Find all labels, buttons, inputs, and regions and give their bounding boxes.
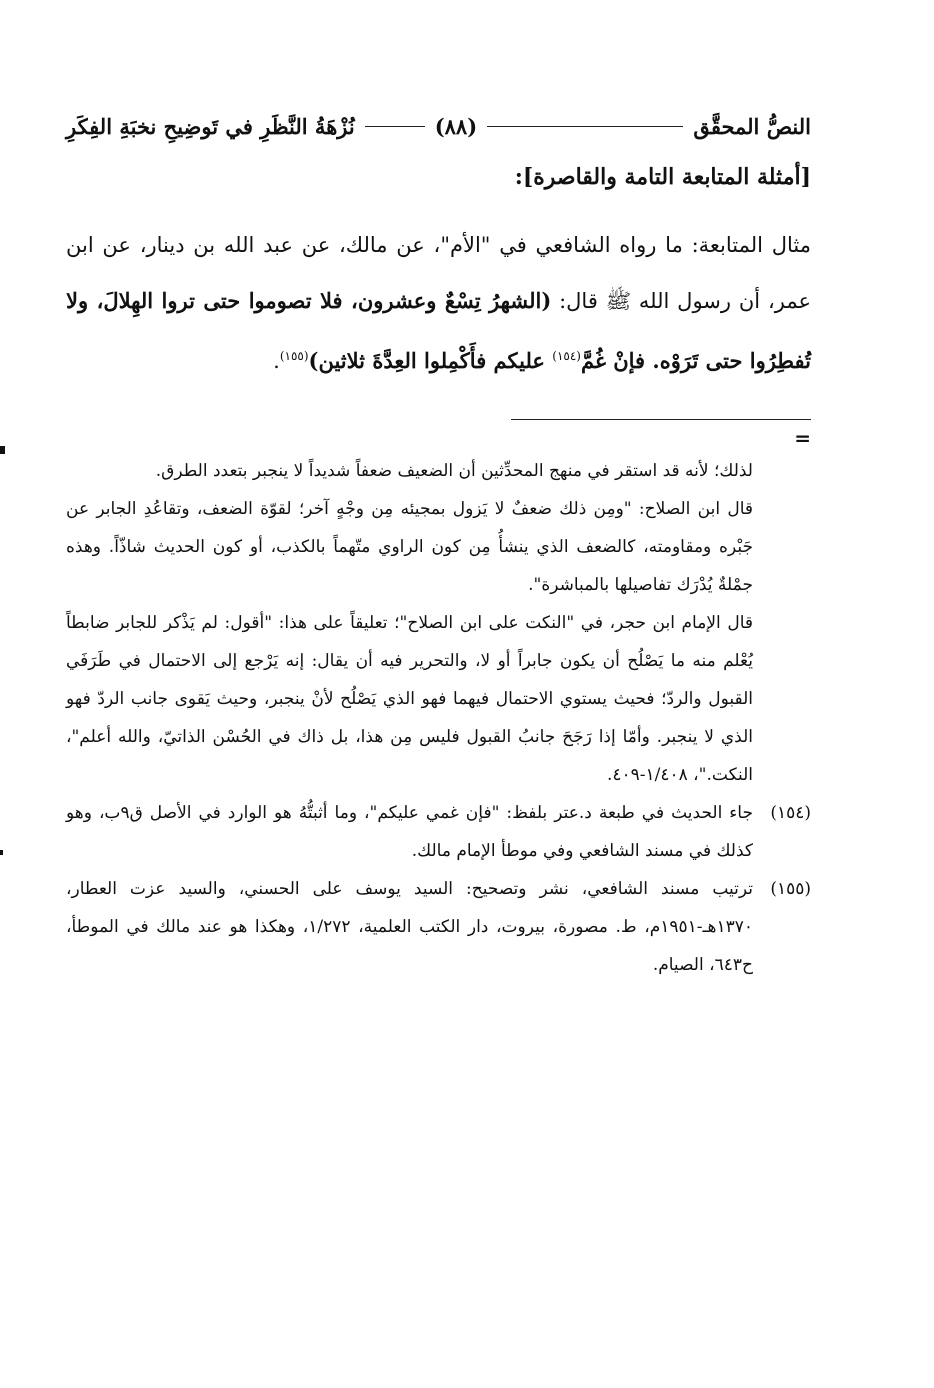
hadith-text-2: عليكم فأَكْمِلوا العِدَّةَ ثلاثين) xyxy=(308,348,553,373)
footnote-number: (١٥٤) xyxy=(770,803,811,823)
page-number: (٨٨) xyxy=(434,113,478,139)
footnote-paragraph: قال ابن الصلاح: "ومِن ذلك ضعفٌ لا يَزول بمجيئه مِن وجْهٍ آخر؛ لقوّة الضعف، وتقاعُدِ الجابر عن جَبْره ومقاومته، كالضعف الذي ينشأُ مِن كون الراوي متّهماً بالكذب، أو كون الحديث شاذّاً. وهذه جمْلةٌ يُدْرَك تفاصيلها بالمباشرة". xyxy=(66,499,753,595)
footnote-155 xyxy=(66,870,811,984)
footnote-text: جاء الحديث في طبعة د.عتر بلفظ: "فإن غمي عليكم"، وما أثبتُّهُ هو الوارد في الأصل ق٩ب، وهو كذلك في مسند الشافعي وفي موطأ الإمام مالك. xyxy=(66,803,753,861)
scan-speck xyxy=(0,850,3,855)
book-page xyxy=(66,100,811,984)
footnote-154 xyxy=(66,794,811,870)
header-rule xyxy=(365,126,425,127)
main-end: . xyxy=(273,349,280,373)
continuation-mark: = xyxy=(794,426,811,450)
footnote-paragraph: لذلك؛ لأنه قد استقر في منهج المحدِّثين أن الضعيف ضعفاً شديداً لا ينجبر بتعدد الطرق. xyxy=(155,461,753,481)
footnote-continuation xyxy=(66,452,811,794)
footnotes-area xyxy=(66,452,811,984)
footnote-ref-154[interactable]: (١٥٤) xyxy=(552,349,581,363)
running-header xyxy=(66,100,811,152)
main-intro: مثال المتابعة: ما رواه الشافعي في "الأم"، عن مالك، عن عبد الله بن دينار، عن ابن عمر، أن رسول الله ﷺ قال: xyxy=(66,233,811,313)
main-paragraph xyxy=(66,218,811,389)
scan-speck xyxy=(0,446,5,454)
section-label: النصُّ المحقَّق xyxy=(693,113,811,139)
hadith-text-1: (الشهرُ تِسْعٌ وعشرون، فلا تصوموا حتى تروا الهِلالَ، ولا تُفطِرُوا حتى تَرَوْه. فإنْ غُمَّ xyxy=(66,288,811,373)
footnote-ref-155[interactable]: (١٥٥) xyxy=(279,349,309,363)
footnote-paragraph: قال الإمام ابن حجر، في "النكت على ابن الصلاح"؛ تعليقاً على هذا: "أقول: لم يَذْكر للجابر ضابطاً يُعْلم منه ما يَصْلُح أن يكون جابراً أو لا، والتحرير فيه أن يقال: إنه يَرْجع إلى الاحتمال في طَرَفَي القبول والردّ؛ فحيث يستوي الاحتمال فيهما فهو الذي يَصْلُح لأنْ ينجبر، وحيث يَقوى جانب الردّ فهو الذي لا ينجبر. وأمّا إذا رَجَحَ جانبُ القبول فليس مِن هذا، بل ذاك في الحُسْن الذاتيّ، والله أعلم"، النكت."، ١/٤٠٨-٤٠٩. xyxy=(66,613,753,785)
footnote-text: ترتيب مسند الشافعي، نشر وتصحيح: السيد يوسف على الحسني، والسيد عزت العطار، ١٣٧٠هـ-١٩٥١م، ط. مصورة، بيروت، دار الكتب العلمية، ١/٢٧٢، وهكذا هو عند مالك في الموطأ، ح٦٤٣، الصيام. xyxy=(66,879,753,975)
footnote-separator xyxy=(511,419,811,420)
footnote-number: (١٥٥) xyxy=(770,879,811,899)
header-rule xyxy=(487,126,683,127)
section-heading: [أمثلة المتابعة التامة والقاصرة]: xyxy=(514,164,811,190)
book-title: نُزْهَةُ النَّظَرِ في تَوضِيحِ نخبَةِ الفِكَرِ xyxy=(66,113,355,139)
